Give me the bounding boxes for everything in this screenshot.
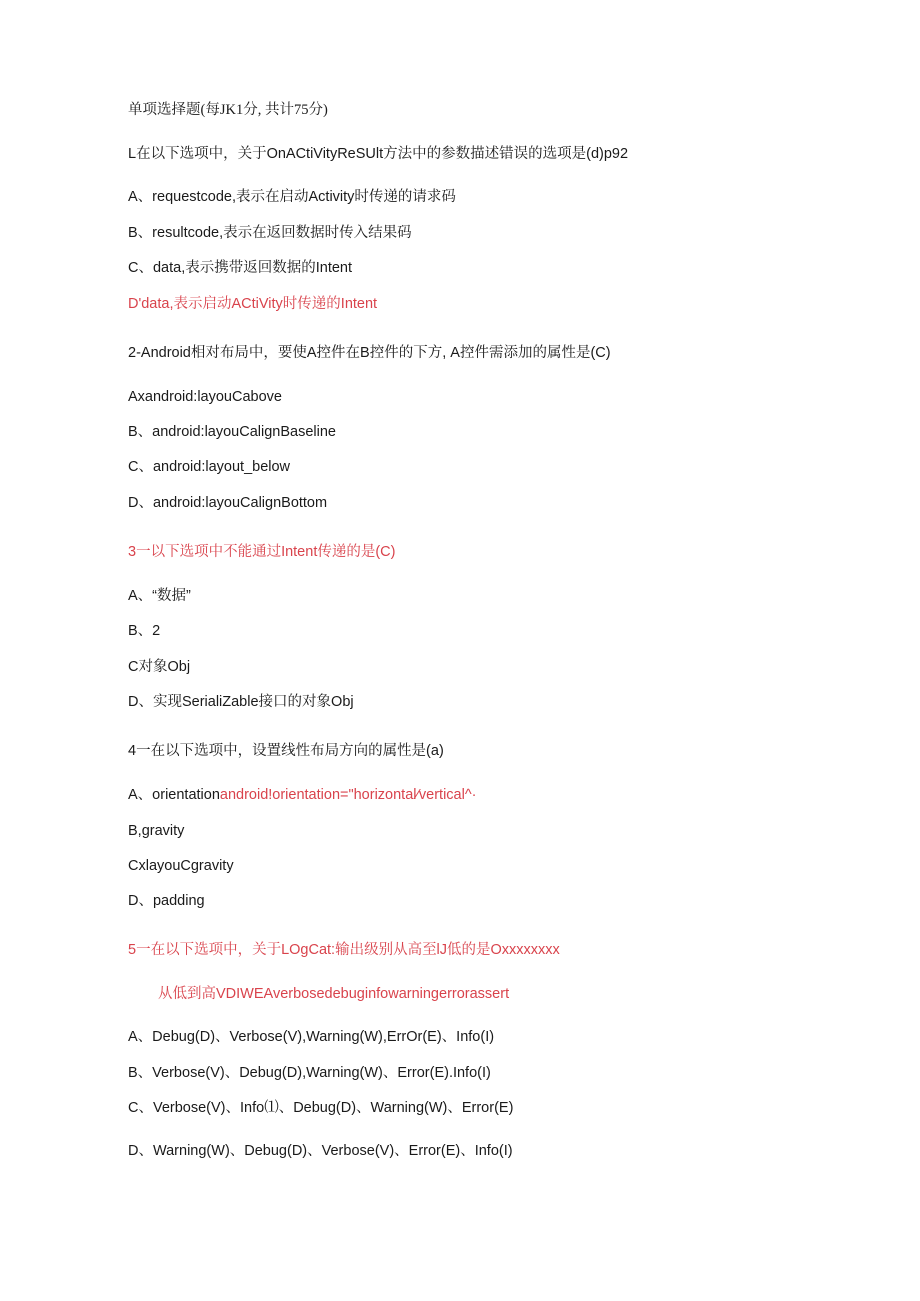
question-3-prompt: 3一以下选项中不能通过Intent传递的是(C) (128, 544, 396, 560)
question-3-option-d: D、实现SerialiZable接口的对象Obj (128, 694, 354, 710)
question-5-option-a: A、Debug(D)、Verbose(V),Warning(W),ErrOr(E)、Info(I) (128, 1029, 495, 1045)
question-4-option-a-note: android!orientation="horizontal⁄vertical^· (219, 787, 477, 803)
question-3-option-b: B、2 (128, 623, 161, 639)
question-4-option-a-text: A、orientation (128, 787, 220, 803)
question-1-option-b: B、resultcode,表示在返回数据时传入结果码 (128, 225, 412, 241)
question-3-option-a: A、“数据” (128, 588, 191, 604)
question-3-option-c: C对象Obj (128, 659, 191, 675)
question-5-note: 从低到高VDIWEAverbosedebuginfowarningerrorassert (158, 986, 510, 1002)
question-5-option-c: C、Verbose(V)、Info⑴、Debug(D)、Warning(W)、Error(E) (128, 1100, 514, 1116)
question-4-prompt: 4一在以下选项中，设置线性布局方向的属性是(a) (128, 743, 444, 759)
question-1-prompt: L在以下选项中，关于OnACtiVityReSUlt方法中的参数描述错误的选项是(d)p92 (128, 146, 629, 162)
question-2-option-d: D、android:layouCalignBottom (128, 495, 328, 511)
question-4-option-c: CxlayouCgravity (128, 858, 234, 874)
question-4-option-a (128, 785, 476, 805)
question-1-option-a: A、requestcode,表示在启动Activity时传递的请求码 (128, 189, 456, 205)
question-1-option-c: C、data,表示携带返回数据的Intent (128, 260, 352, 276)
question-5-prompt: 5一在以下选项中，关于LOgCat:输出级别从高至lJ低的是Oxxxxxxxx (128, 942, 560, 958)
question-5-option-b: B、Verbose(V)、Debug(D),Warning(W)、Error(E).Info(I) (128, 1065, 491, 1081)
question-2-option-c: C、android:layout_below (128, 459, 291, 475)
question-4-option-d: D、padding (128, 893, 205, 909)
question-2-option-b: B、android:layouCalignBaseline (128, 424, 336, 440)
question-2-prompt: 2-Android相对布局中，要使A控件在B控件的下方, A控件需添加的属性是(C) (128, 345, 611, 361)
question-5-option-d: D、Warning(W)、Debug(D)、Verbose(V)、Error(E)、Info(I) (128, 1143, 513, 1159)
question-4-option-b: B,gravity (128, 823, 185, 839)
question-1-option-d: D'data,表示启动ACtiVity时传递的Intent (128, 296, 378, 312)
section-title: 单项选择题(每JK1分, 共计75分) (128, 102, 328, 118)
question-2-option-a: Axandroid:layouCabove (128, 389, 282, 405)
